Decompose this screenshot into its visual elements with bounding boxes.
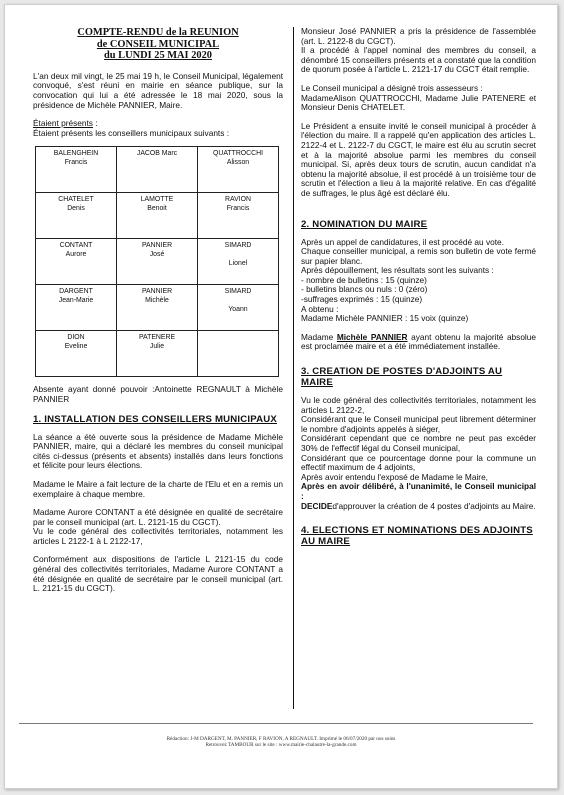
document-page [4,4,558,789]
attendee-cell [36,193,117,239]
attendee-cell [117,147,198,193]
right-column [301,27,536,555]
section-3-body [301,396,536,511]
attendee-cell [36,331,117,377]
attendee-surname: CHATELET [58,196,94,204]
attendee-row [36,147,279,193]
attendee-cell [117,239,198,285]
section-2-paragraph-2: Chaque conseiller municipal, a remis son bulletin de vote fermé sur papier blanc. [301,246,536,266]
right-paragraph-3: Le Conseil municipal a désigné trois assesseurs : [301,82,483,93]
attendee-cell [36,147,117,193]
attendee-row [36,193,279,239]
section-1-heading: 1. INSTALLATION DES CONSEILLERS MUNICIPAUX [33,413,277,425]
section-3-heading: 3. CREATION DE POSTES D'ADJOINTS AU MAIRE [301,366,503,389]
document-title [33,27,283,62]
section-1-paragraph-3: Madame Aurore CONTANT a été désignée en qualité de secrétaire par le conseil municipal (art. L. 2121-15 du CGCT). [33,507,283,527]
section-1-paragraph-5: Conformément aux dispositions de l'article L 2121-15 du code général des collectivités territoriales, Madame Aurore CONTANT a été désignée en qualité de secrétaire par le conseil municipal (art. L. 2121-15 du CGCT). [33,554,283,594]
attendee-surname: PANNIER [141,242,173,250]
column-divider [293,27,294,709]
title-line-1: COMPTE-RENDU de la REUNION [77,27,239,38]
result-line-2: - bulletins blancs ou nuls : 0 (zéro) [301,284,428,295]
section-3-paragraph-6: Après en avoir délibéré, à l'unanimité, le Conseil municipal : [301,481,536,501]
present-heading-line: Étaient présents : [33,118,98,129]
attendee-firstname: Aurore [65,250,87,258]
attendee-surname: BALENGHEIN [53,150,99,158]
attendee-surname: PATENERE [138,334,176,342]
attendee-firstname: Benoit [147,204,167,212]
elected-mayor-name: Michèle PANNIER [336,331,408,342]
attendee-cell [198,285,279,331]
conclusion-prefix: Madame [301,331,337,342]
attendee-surname: CONTANT [59,242,93,250]
section-3-paragraph-4: Considérant que ce pourcentage donne pour la commune un effectif maximum de 4 adjoints, [301,452,536,473]
attendee-cell [36,239,117,285]
footer-website: Retrouvez TAMBOUR sur le site : www.mairie-chalautre-la-grande.com [205,742,357,749]
right-paragraph-1: Monsieur José PANNIER a pris la présidence de l'assemblée (art. L. 2122-8 du CGCT). [301,26,536,46]
section-2-conclusion [301,333,536,352]
attendee-surname: DARGENT [59,288,93,296]
attendee-cell [198,147,279,193]
attendee-cell [36,285,117,331]
attendee-row [36,239,279,285]
attendee-firstname: Lionel [228,259,248,267]
attendee-surname: DION [67,334,85,342]
section-3-paragraph-5: Après avoir entendu l'exposé de Madame le Maire, [301,471,488,482]
right-paragraph-2: Il a procédé à l'appel nominal des membres du conseil, a dénombré 15 conseillers présents et a constaté que la condition de quorum posée à l'article L. 2121-17 du CGCT était remplie. [301,45,536,75]
attendees-table [35,146,279,377]
result-line-3: -suffrages exprimés : 15 (quinze) [301,294,423,305]
attendee-firstname: Francis [64,158,88,166]
intro-paragraph: L'an deux mil vingt, le 25 mai 19 h, le Conseil Municipal, légalement convoqué, s'est réuni en mairie en séance publique, sur la convocation qui lui a été adressée le 18 mai 2020, sous la présidence de Michèle PANNIER, Maire. [33,70,283,110]
attendee-firstname: José [149,250,165,258]
section-2-heading: 2. NOMINATION DU MAIRE [301,218,428,230]
attendee-firstname: Alisson [226,158,250,166]
section-3-decision [301,502,536,512]
attendee-row [36,285,279,331]
attendee-surname: RAVION [225,196,251,204]
title-line-3: du LUNDI 25 MAI 2020 [104,50,212,62]
attendee-firstname: Jean-Marie [58,296,94,304]
attendee-firstname: Yoann [228,305,248,313]
present-text: Étaient présents les conseillers municipaux suivants : [33,127,229,138]
section-1-paragraph-2: Madame le Maire a fait lecture de la charte de l'Elu et en a remis un exemplaire à chaque membre. [33,478,283,499]
attendee-firstname: Julie [149,342,165,350]
page-footer [5,723,557,749]
attendee-cell [198,239,279,285]
attendee-firstname: Denis [67,204,85,212]
left-column [33,5,283,603]
present-heading: Étaient présents [33,118,93,129]
attendee-cell [117,285,198,331]
section-3-paragraph-1: Vu le code général des collectivités territoriales, notamment les articles L 2122-2, [301,395,536,415]
section-2-paragraph-1: Après un appel de candidatures, il est procédé au vote. [301,236,504,247]
footer-text [5,736,557,749]
right-paragraph-5: Le Président a ensuite invité le conseil municipal à procéder à l'élection du maire. Il a rappelé qu'en application des articles L. 2122-4 et L. 2122-7 du CGCT, le maire est élu au scrutin secret et à la majorité absolue parmi les membres du conseil municipal. Si, après deux tours de scrutin, aucun candidat n'a obtenu la majorité absolue, il est procédé à un troisième tour de scrutin et l'élection a lieu à la majorité relative. En cas d'égalité de suffrages, le plus âgé est déclaré élu. [301,120,536,198]
footer-rule [19,723,533,724]
result-line-4: A obtenu : [301,303,339,314]
footer-credits: Rédaction: J-M DARGENT, M. PANNIER, F RAVION, A REGNAULT. Imprimé le 06/07/2020 par nos soins [166,736,396,742]
absent-paragraph: Absente ayant donné pouvoir :Antoinette REGNAULT à Michèle PANNIER [33,384,283,404]
section-2-body [301,238,536,324]
attendee-cell [198,331,279,377]
attendee-surname: SIMARD [224,242,252,250]
attendee-cell [117,193,198,239]
result-line-5: Madame Michèle PANNIER : 15 voix (quinze) [301,313,469,324]
section-4-heading: 4. ELECTIONS ET NOMINATIONS DES ADJOINTS AU MAIRE [301,525,533,548]
attendee-surname: SIMARD [224,288,252,296]
attendee-row [36,331,279,377]
attendee-firstname: Michèle [145,296,169,304]
attendee-surname: JACOB Marc [136,150,178,158]
attendee-surname: QUATTROCCHI [212,150,264,158]
section-1-paragraph-1: La séance a été ouverte sous la présidence de Madame Michèle PANNIER, maire, qui a déclaré les membres du conseil municipal cités ci-dessus (présents et absents) installés dans leurs fonctions et félicite pour leurs élections. [33,431,283,471]
attendee-firstname: Francis [226,204,250,212]
result-line-1: - nombre de bulletins : 15 (quinze) [301,274,427,285]
attendee-surname: LAMOTTE [140,196,174,204]
title-line-2: de CONSEIL MUNICIPAL [96,38,220,50]
attendee-firstname: Eveline [64,342,88,350]
decision-text: d'approuver la création de 4 postes d'adjoints au Maire. [332,500,536,511]
section-2-paragraph-3: Après dépouillement, les résultats sont les suivants : [301,265,494,276]
right-paragraph-4: MadameAlison QUATTROCCHI, Madame Julie PATENERE et Monsieur Denis CHATELET. [301,92,536,113]
attendee-surname: PANNIER [141,288,173,296]
decision-keyword: DECIDE [301,500,333,511]
section-3-paragraph-3: Considérant cependant que ce nombre ne peut pas excéder 30% de l'effectif légal du Conseil municipal, [301,433,536,453]
attendee-cell [117,331,198,377]
conclusion-rest: ayant obtenu la majorité absolue est proclamée maire et a été immédiatement installée. [301,331,537,352]
attendee-cell [198,193,279,239]
section-3-paragraph-2: Considérant que le Conseil municipal peut librement déterminer le nombre d'adjoints appelés à siéger, [301,414,536,434]
section-1-paragraph-4: Vu le code général des collectivités territoriales, notamment les articles L 2122-1 à L 2122-17, [33,526,283,546]
